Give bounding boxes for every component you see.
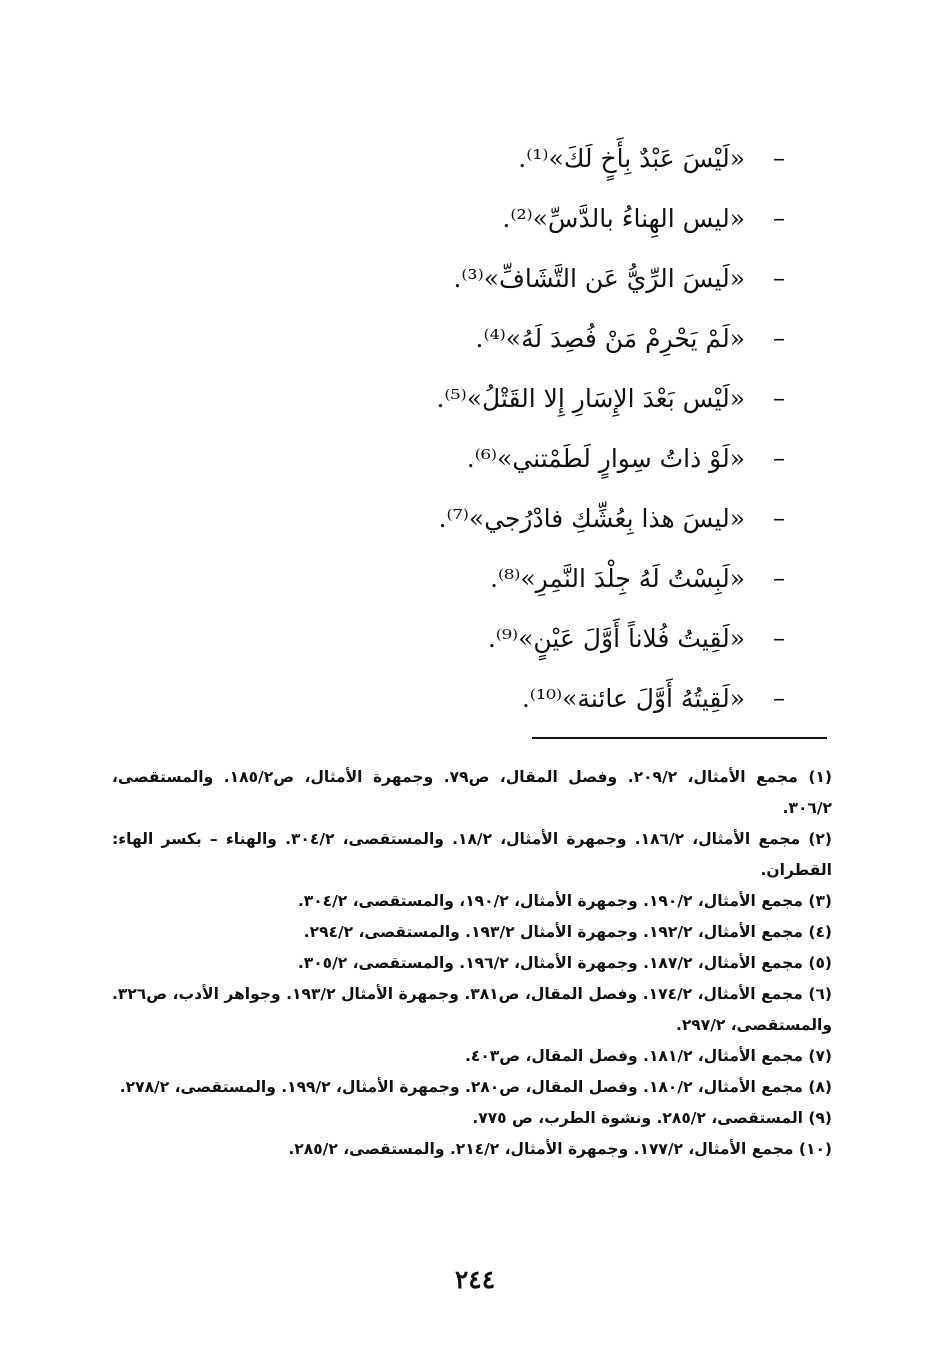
proverb-dash: –	[773, 444, 785, 472]
proverb-dash: –	[773, 264, 785, 292]
proverb-dash: –	[773, 684, 785, 712]
proverb-dash: –	[773, 564, 785, 592]
proverb-dash: –	[773, 324, 785, 352]
proverb-text: «لَقِيتُهُ أَوَّلَ عائنة»⁽¹⁰⁾.	[521, 683, 745, 713]
footnote-item: (٧) مجمع الأمثال، ١٨١/٢. وفصل المقال، ص٤٠٣.	[465, 1047, 832, 1065]
proverb-text: «ليسَ هذا بِعُشِّكِ فادْرُجي»⁽⁷⁾.	[438, 503, 745, 533]
proverb-text: «لَوْ ذاتُ سِوارٍ لَطَمْتني»⁽⁶⁾.	[466, 443, 745, 473]
proverb-item	[365, 668, 785, 728]
proverb-dash: –	[773, 204, 785, 232]
footnote-item: (٤) مجمع الأمثال، ١٩٢/٢. وجمهرة الأمثال ١٩٣/٢. والمستقصى، ٢٩٤/٢.	[303, 923, 832, 941]
proverb-dash: –	[773, 144, 785, 172]
proverb-text: «ليس الهِناءُ بالدَّسِّ»⁽²⁾.	[502, 203, 745, 233]
footnote-divider	[532, 737, 827, 739]
footnote-item: (٨) مجمع الأمثال، ١٨٠/٢. وفصل المقال، ص٢٨٠. وجمهرة الأمثال، ١٩٩/٢. والمستقصى، ٢٧٨/٢.	[119, 1078, 832, 1096]
footnote-item: (١٠) مجمع الأمثال، ١٧٧/٢. وجمهرة الأمثال، ٢١٤/٢. والمستقصى، ٢٨٥/٢.	[288, 1140, 832, 1158]
proverb-item	[365, 428, 785, 488]
proverb-dash: –	[773, 624, 785, 652]
proverb-list	[365, 128, 785, 728]
proverb-text: «لَقِيتُ فُلاناً أَوَّلَ عَيْنٍ»⁽⁹⁾.	[487, 623, 745, 653]
footnote-item: (١) مجمع الأمثال، ٢٠٩/٢. وفصل المقال، ص٧٩. وجمهرة الأمثال، ص١٨٥/٢. والمستقصى، ٣٠٦/٢.	[112, 768, 832, 817]
footnote-item: (٣) مجمع الأمثال، ١٩٠/٢. وجمهرة الأمثال، ١٩٠/٢، والمستقصى، ٣٠٤/٢.	[297, 892, 832, 910]
proverb-item	[365, 368, 785, 428]
page-number: ٢٤٤	[454, 1265, 496, 1294]
proverb-item	[365, 488, 785, 548]
proverb-item	[365, 248, 785, 308]
proverb-text: «لَيْسَ عَبْدٌ بِأَخٍ لَكَ»⁽¹⁾.	[518, 143, 745, 173]
footnote-item: (٢) مجمع الأمثال، ١٨٦/٢. وجمهرة الأمثال، ١٨/٢. والمستقصى، ٣٠٤/٢. والهناء – بكسر الهاء: القطران.	[112, 830, 832, 879]
proverb-dash: –	[773, 504, 785, 532]
proverb-item	[365, 188, 785, 248]
proverb-text: «لَيسَ الرِّيُّ عَن التَّشَافِّ»⁽³⁾.	[453, 263, 745, 293]
proverb-dash: –	[773, 384, 785, 412]
footnote-item: (٦) مجمع الأمثال، ١٧٤/٢. وفصل المقال، ص٣٨١. وجمهرة الأمثال ١٩٣/٢. وجواهر الأدب، ص٣٢٦. والمستقصى، ٢٩٧/٢.	[112, 985, 832, 1034]
proverb-text: «لَمْ يَحْرِمْ مَنْ فُصِدَ لَهُ»⁽⁴⁾.	[475, 323, 745, 353]
proverb-text: «لَيْس بَعْدَ الإِسَارِ إِلا القَتْلُ»⁽⁵⁾.	[436, 383, 745, 413]
footnote-list	[112, 762, 832, 1165]
proverb-item	[365, 608, 785, 668]
proverb-item	[365, 548, 785, 608]
proverb-item	[365, 128, 785, 188]
footnote-item: (٥) مجمع الأمثال، ١٨٧/٢. وجمهرة الأمثال، ١٩٦/٢. والمستقصى، ٣٠٥/٢.	[297, 954, 832, 972]
footnote-item: (٩) المستقصى، ٢٨٥/٢. ونشوة الطرب، ص ٧٧٥.	[472, 1109, 832, 1127]
proverb-text: «لَبِسْتُ لَهُ جِلْدَ النَّمِرِ»⁽⁸⁾.	[490, 563, 745, 593]
proverb-item	[365, 308, 785, 368]
